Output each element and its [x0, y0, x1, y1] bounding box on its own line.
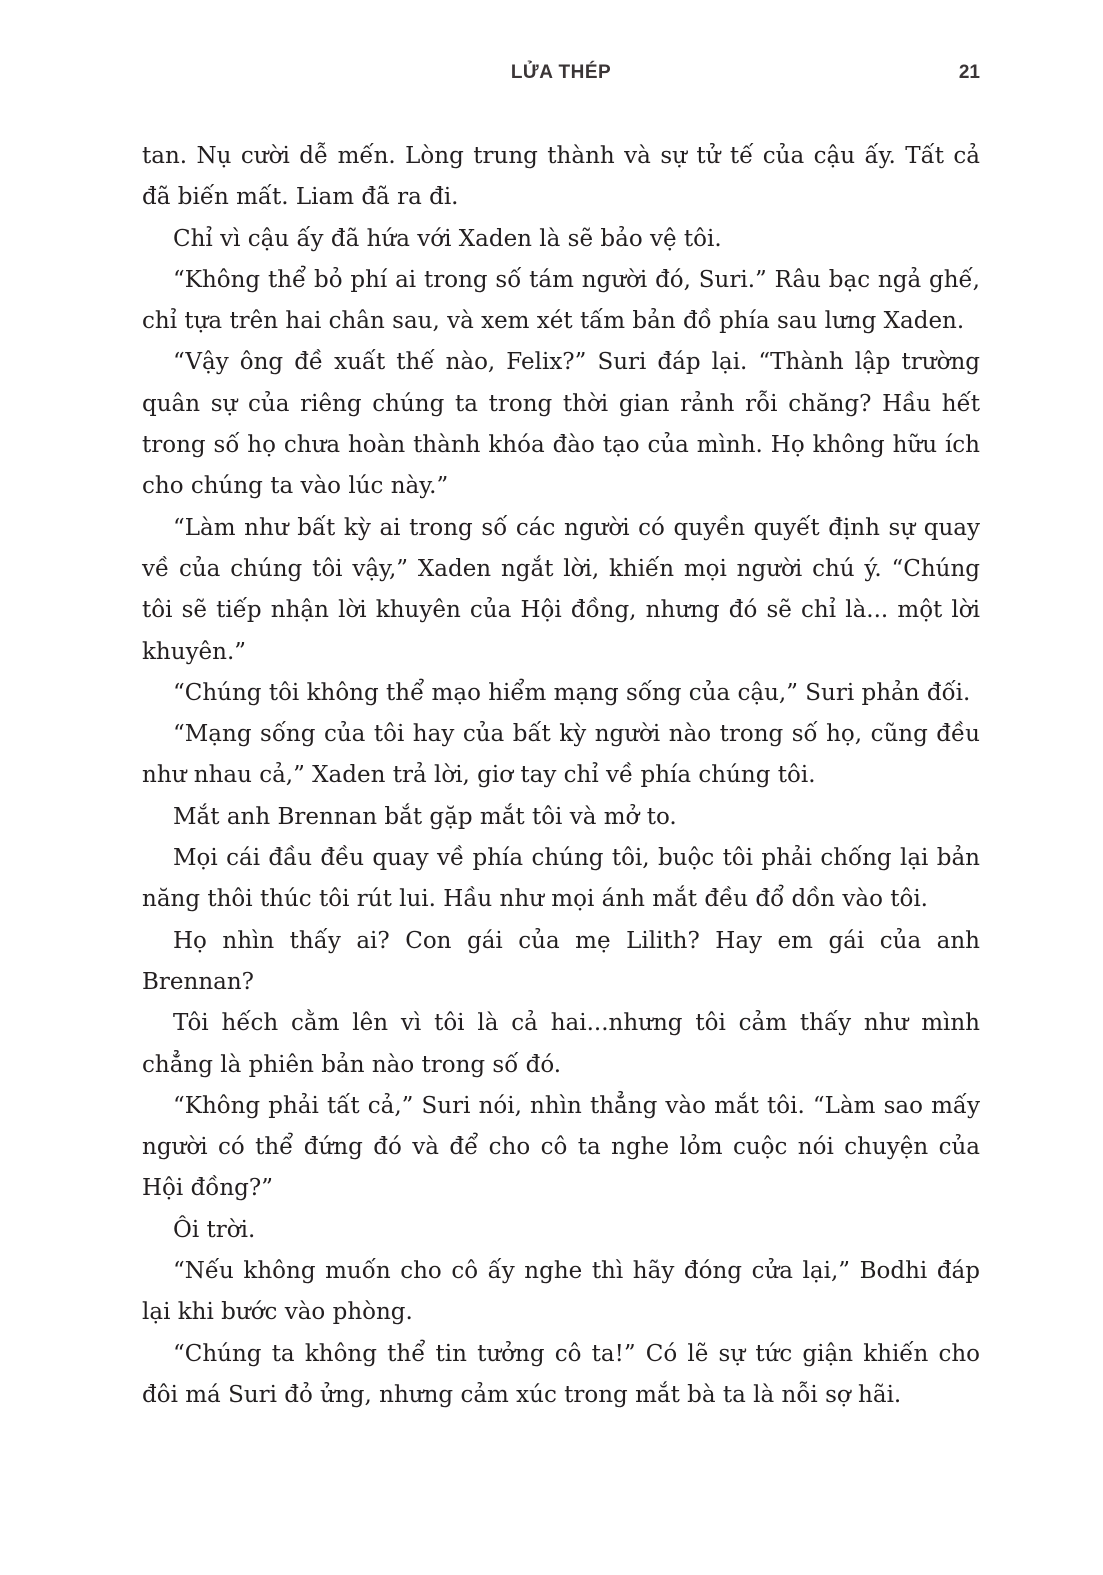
- paragraph: tan. Nụ cười dễ mến. Lòng trung thành và sự tử tế của cậu ấy. Tất cả đã biến mất. Liam đã ra đi.: [142, 143, 980, 211]
- paragraph: Ôi trời.: [173, 1216, 256, 1243]
- paragraph: Mắt anh Brennan bắt gặp mắt tôi và mở to.: [173, 803, 677, 830]
- page-number: 21: [958, 62, 980, 83]
- running-title: LỬA THÉP: [510, 62, 612, 83]
- paragraph: “Làm như bất kỳ ai trong số các người có quyền quyết định sự quay về của chúng tôi vậy,” Xaden ngắt lời, khiến mọi người chú ý. “Chúng tôi sẽ tiếp nhận lời khuyên của Hội đồng, nhưng đó sẽ chỉ là... một lời khuyên.”: [142, 514, 980, 665]
- paragraph: Tôi hếch cằm lên vì tôi là cả hai...nhưng tôi cảm thấy như mình chẳng là phiên bản nào trong số đó.: [142, 1010, 980, 1078]
- paragraph: “Mạng sống của tôi hay của bất kỳ người nào trong số họ, cũng đều như nhau cả,” Xaden trả lời, giơ tay chỉ về phía chúng tôi.: [142, 721, 980, 789]
- paragraph: Họ nhìn thấy ai? Con gái của mẹ Lilith? Hay em gái của anh Brennan?: [142, 927, 980, 995]
- paragraph: Mọi cái đầu đều quay về phía chúng tôi, buộc tôi phải chống lại bản năng thôi thúc tôi rút lui. Hầu như mọi ánh mắt đều đổ dồn vào tôi.: [142, 845, 980, 913]
- paragraph: “Vậy ông đề xuất thế nào, Felix?” Suri đáp lại. “Thành lập trường quân sự của riêng chúng ta trong thời gian rảnh rỗi chăng? Hầu hết trong số họ chưa hoàn thành khóa đào tạo của mình. Họ không hữu ích cho chúng ta vào lúc này.”: [142, 349, 980, 500]
- paragraph: Chỉ vì cậu ấy đã hứa với Xaden là sẽ bảo vệ tôi.: [173, 225, 722, 252]
- paragraph: “Chúng tôi không thể mạo hiểm mạng sống của cậu,” Suri phản đối.: [173, 679, 971, 706]
- paragraph: “Nếu không muốn cho cô ấy nghe thì hãy đóng cửa lại,” Bodhi đáp lại khi bước vào phòng.: [142, 1258, 980, 1326]
- body-text: [142, 136, 980, 1416]
- paragraph: “Không phải tất cả,” Suri nói, nhìn thẳng vào mắt tôi. “Làm sao mấy người có thể đứng đó và để cho cô ta nghe lỏm cuộc nói chuyện của Hội đồng?”: [142, 1092, 980, 1202]
- page-header: [142, 62, 980, 92]
- paragraph: “Chúng ta không thể tin tưởng cô ta!” Có lẽ sự tức giận khiến cho đôi má Suri đỏ ửng, nhưng cảm xúc trong mắt bà ta là nỗi sợ hãi.: [142, 1340, 980, 1408]
- paragraph: “Không thể bỏ phí ai trong số tám người đó, Suri.” Râu bạc ngả ghế, chỉ tựa trên hai chân sau, và xem xét tấm bản đồ phía sau lưng Xaden.: [142, 266, 980, 335]
